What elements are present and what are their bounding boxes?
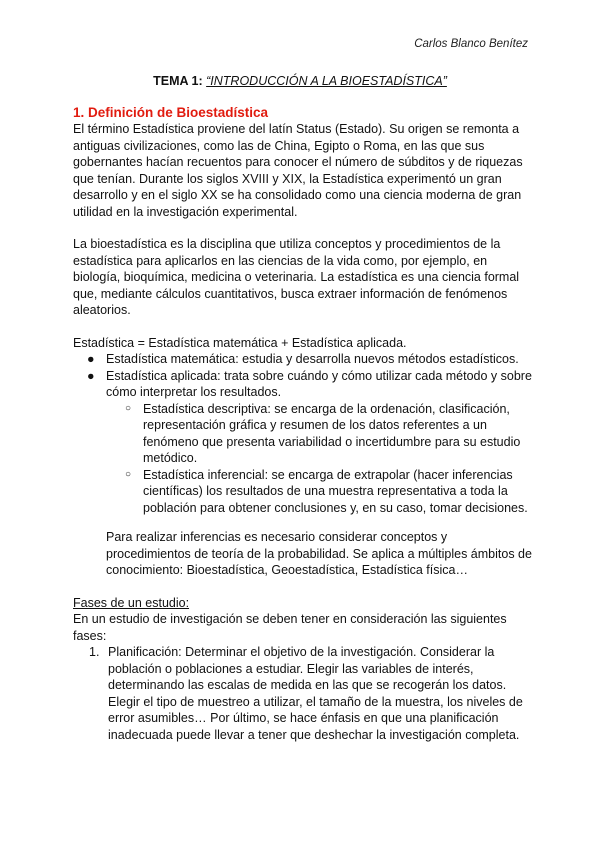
document-body xyxy=(73,104,533,743)
author-name: Carlos Blanco Benítez xyxy=(414,38,528,50)
paragraph-definition: La bioestadística es la disciplina que utiliza conceptos y procedimientos de la estadística para aplicarlos en las ciencias de la vida como, por ejemplo, en biología, bioquímica, medicina o veterinaria. La estadística es una ciencia formal que, mediante cálculos cuantitativos, busca extraer información de fenómenos aleatorios. xyxy=(73,237,520,317)
inference-note: Para realizar inferencias es necesario considerar conceptos y procedimientos de teoría de la probabilidad. Se aplica a múltiples ámbitos de conocimiento: Bioestadística, Geoestadística, Estadística física… xyxy=(106,530,532,577)
phases-heading: Fases de un estudio: xyxy=(73,595,190,610)
bullet-text: Estadística matemática: estudia y desarrolla nuevos métodos estadísticos. xyxy=(106,352,519,366)
title-label: TEMA 1: xyxy=(153,74,203,88)
phases-list xyxy=(73,644,533,743)
bullet-text: Estadística aplicada: trata sobre cuándo y cómo utilizar cada método y sobre cómo interpretar los resultados. xyxy=(106,368,532,399)
sub-bullet-list xyxy=(73,401,533,517)
paragraph-origin: El término Estadística proviene del latín Status (Estado). Su origen se remonta a antiguas civilizaciones, como las de China, Egipto o Roma, en las que sus gobernantes hacían recuentos para conocer el número de súbditos y de riquezas que tenían. Durante los siglos XVIII y XIX, la Estadística experimentó un gran desarrollo y en el siglo XX se ha consolidado como una ciencia moderna de gran utilidad en la investigación experimental. xyxy=(73,122,523,219)
phase-text: Planificación: Determinar el objetivo de la investigación. Considerar la población o poblaciones a estudiar. Elegir las variables de interés, determinando las escalas de medida en las que se recogerán los datos. Elegir el tipo de muestreo a utilizar, el tamaño de la muestra, los niveles de error asumibles… Por último, se hace énfasis en que una planificación inadecuada puede llevar a tener que deshechar la investigación completa. xyxy=(108,645,523,742)
list-item xyxy=(73,644,533,743)
sub-bullet-marker: ○ xyxy=(125,468,132,480)
list-item xyxy=(73,401,533,467)
list-item xyxy=(73,351,533,368)
section-heading: 1. Definición de Bioestadística xyxy=(73,105,269,120)
bullet-list xyxy=(73,351,533,401)
list-item xyxy=(73,368,533,401)
sub-bullet-text: Estadística descriptiva: se encarga de la ordenación, clasificación, representación gráfica y resumen de los datos referentes a un fenómeno que presenta variabilidad o incertidumbre para su estudio metódico. xyxy=(143,401,521,465)
sub-bullet-text: Estadística inferencial: se encarga de extrapolar (hacer inferencias científicas) los resultados de una muestra representativa a toda la población para obtener conclusiones y, en su caso, tomar decisiones. xyxy=(143,467,528,515)
document-title xyxy=(0,74,600,88)
bullet-marker: ● xyxy=(87,352,95,366)
phase-number: 1. xyxy=(89,645,100,659)
bullet-marker: ● xyxy=(87,368,95,383)
list-item xyxy=(73,467,533,517)
phases-intro: En un estudio de investigación se deben tener en consideración las siguientes fases: xyxy=(73,612,507,643)
sub-bullet-marker: ○ xyxy=(125,402,132,414)
title-topic: “INTRODUCCIÓN A LA BIOESTADÍSTICA” xyxy=(206,74,447,88)
statistics-equation: Estadística = Estadística matemática + Estadística aplicada. xyxy=(73,335,407,350)
